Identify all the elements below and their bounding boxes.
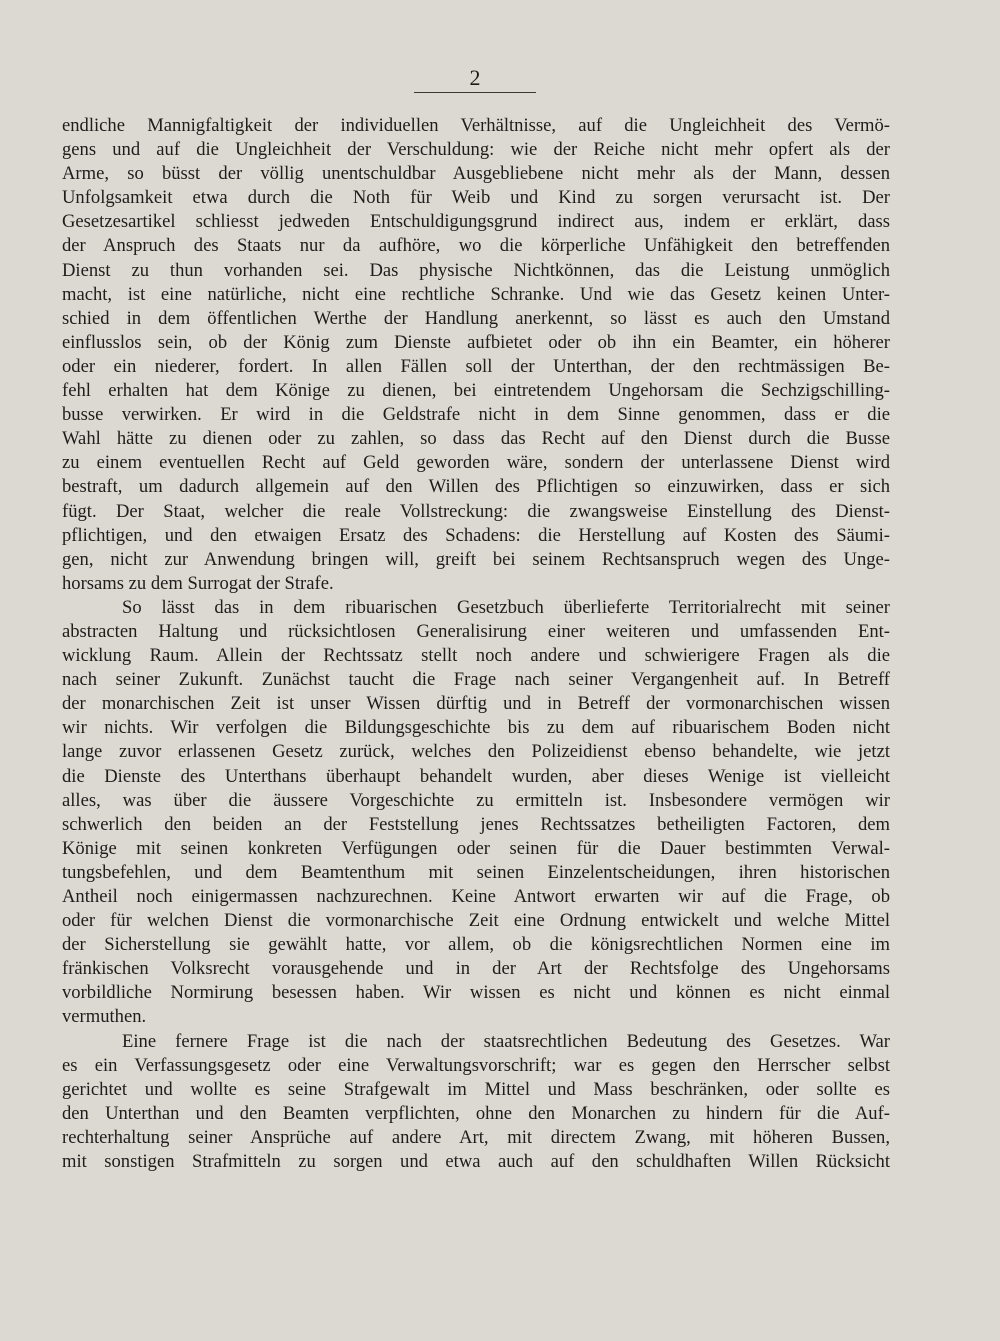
text-line: endliche Mannigfaltigkeit der individuellen Verhältnisse, auf die Ungleichheit des Vermö- — [62, 115, 890, 136]
text-line: alles, was über die äussere Vorgeschichte zu ermitteln ist. Insbesondere vermögen wir — [62, 789, 890, 811]
text-line: einflusslos sein, ob der König zum Dienste aufbietet oder ob ihn ein Beamter, ein höherer — [62, 331, 890, 353]
text-line: macht, ist eine natürliche, nicht eine rechtliche Schranke. Und wie das Gesetz keinen Unter- — [62, 283, 890, 305]
text-line: Antheil noch einigermassen nachzurechnen. Keine Antwort erwarten wir auf die Frage, ob — [62, 886, 890, 907]
text-line: wicklung Raum. Allein der Rechtssatz stellt noch andere und schwierigere Fragen als die — [62, 645, 890, 667]
text-line: mit sonstigen Strafmitteln zu sorgen und etwa auch auf den schuldhaften Willen Rücksicht — [62, 1151, 890, 1173]
text-line: fügt. Der Staat, welcher die reale Vollstreckung: die zwangsweise Einstellung des Dienst- — [62, 500, 890, 522]
text-line: gens und auf die Ungleichheit der Verschuldung: wie der Reiche nicht mehr opfert als der — [62, 139, 890, 161]
text-line: Arme, so büsst der völlig unentschuldbar Ausgebliebene nicht mehr als der Mann, dessen — [62, 163, 890, 185]
text-line: der monarchischen Zeit ist unser Wissen dürftig und in Betreff der vormonarchischen wissen — [62, 693, 890, 715]
text-line: der Sicherstellung sie gewählt hatte, vor allem, ob die königsrechtlichen Normen eine im — [62, 934, 890, 956]
text-line: Gesetzesartikel schliesst jedweden Entschuldigungsgrund indirect aus, indem er erklärt, dass — [62, 211, 890, 233]
text-line: der Anspruch des Staats nur da aufhöre, wo die körperliche Unfähigkeit den betreffenden — [62, 235, 890, 257]
text-line: Wahl hätte zu dienen oder zu zahlen, so dass das Recht auf den Dienst durch die Busse — [62, 428, 890, 450]
body-text — [62, 114, 890, 1174]
text-line: fehl erhalten hat dem Könige zu dienen, bei eintretendem Ungehorsam die Sechzigschilling- — [62, 380, 890, 402]
text-line: Unfolgsamkeit etwa durch die Noth für Weib und Kind zu sorgen verursacht ist. Der — [62, 187, 890, 209]
text-line: oder ein niederer, fordert. In allen Fällen soll der Unterthan, der den rechtmässigen Be- — [62, 355, 890, 377]
text-line: fränkischen Volksrecht vorausgehende und in der Art der Rechtsfolge des Ungehorsams — [62, 958, 890, 980]
page-number: 2 — [469, 65, 481, 90]
text-line: tungsbefehlen, und dem Beamtenthum mit seinen Einzelentscheidungen, ihren historischen — [62, 861, 890, 883]
text-line: den Unterthan und den Beamten verpflichten, ohne den Monarchen zu hindern für die Auf- — [62, 1102, 890, 1124]
text-line: So lässt das in dem ribuarischen Gesetzbuch überlieferte Territorialrecht mit seiner — [122, 596, 890, 618]
text-line: schwerlich den beiden an der Feststellung jenes Rechtssatzes betheiligten Factoren, dem — [62, 813, 890, 835]
text-line: gerichtet und wollte es seine Strafgewalt im Mittel und Mass beschränken, oder sollte es — [62, 1078, 890, 1100]
text-line: vorbildliche Normirung besessen haben. Wir wissen es nicht und können es nicht einmal — [62, 982, 890, 1004]
header-rule — [414, 92, 536, 93]
text-line: Eine fernere Frage ist die nach der staatsrechtlichen Bedeutung des Gesetzes. War — [122, 1030, 890, 1052]
text-line: Dienst zu thun vorhanden sei. Das physische Nichtkönnen, das die Leistung unmöglich — [62, 259, 890, 281]
text-line: die Dienste des Unterthans überhaupt behandelt wurden, aber dieses Wenige ist vielleicht — [62, 765, 890, 787]
text-line: zu einem eventuellen Recht auf Geld geworden wäre, sondern der unterlassene Dienst wird — [62, 452, 890, 474]
text-line: wir nichts. Wir verfolgen die Bildungsgeschichte bis zu dem auf ribuarischem Boden nicht — [62, 717, 890, 739]
text-line: busse verwirken. Er wird in die Geldstrafe nicht in dem Sinne genommen, dass er die — [62, 404, 890, 426]
text-line: gen, nicht zur Anwendung bringen will, greift bei seinem Rechtsanspruch wegen des Unge- — [62, 548, 890, 570]
text-line: es ein Verfassungsgesetz oder eine Verwaltungsvorschrift; war es gegen den Herrscher selbst — [62, 1054, 890, 1076]
text-line: rechterhaltung seiner Ansprüche auf andere Art, mit directem Zwang, mit höheren Bussen, — [62, 1126, 890, 1148]
text-line: lange zuvor erlassenen Gesetz zurück, welches den Polizeidienst ebenso behandelte, wie jetzt — [62, 741, 890, 763]
text-line: vermuthen. — [62, 1006, 147, 1028]
text-line: abstracten Haltung und rücksichtlosen Generalisirung einer weiteren und umfassenden Ent- — [62, 620, 890, 642]
text-line: bestraft, um dadurch allgemein auf den Willen des Pflichtigen so einzuwirken, dass er sich — [62, 476, 890, 498]
text-line: Könige mit seinen konkreten Verfügungen oder seinen für die Dauer bestimmten Verwal- — [62, 837, 890, 859]
text-line: horsams zu dem Surrogat der Strafe. — [62, 572, 334, 594]
text-line: nach seiner Zukunft. Zunächst taucht die Frage nach seiner Vergangenheit auf. In Betreff — [62, 669, 890, 691]
text-line: pflichtigen, und den etwaigen Ersatz des Schadens: die Herstellung auf Kosten des Säumi- — [62, 524, 890, 546]
text-line: oder für welchen Dienst die vormonarchische Zeit eine Ordnung entwickelt und welche Mittel — [62, 910, 890, 932]
text-line: schied in dem öffentlichen Werthe der Handlung anerkennt, so lässt es auch den Umstand — [62, 307, 890, 329]
